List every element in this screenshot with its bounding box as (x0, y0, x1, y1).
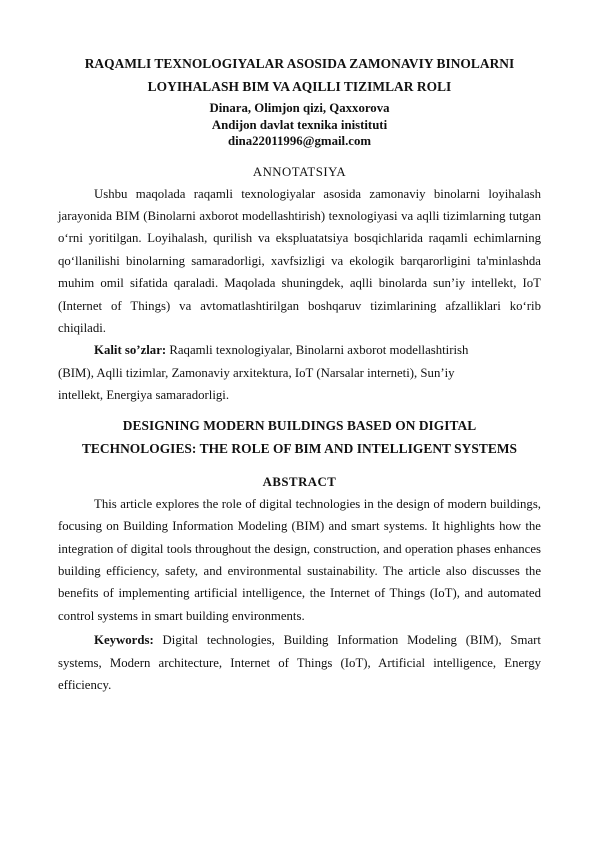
uz-keywords-line-1 (58, 339, 541, 362)
uz-keywords-text-1: Raqamli texnologiyalar, Binolarni axborot modellashtirish (166, 343, 469, 358)
author-block (58, 100, 541, 150)
uz-abstract-text: Ushbu maqolada raqamli texnologiyalar asosida zamonaviy binolarni loyihalash jarayonida BIM (Binolarni axborot modellashtirish) texnologiyasi va aqlli tizimlarning tutgan o‘rni yoritilgan. Loyihalash, qurilish va ekspluatatsiya bosqichlarida raqamli echimlarning qo‘llanilishi binolarning samaradorligi, xavfsizligi va ekologik barqarorligini ta'minlashda muhim omil sifatida qaraladi. Maqolada shuningdek, aqlli binolarda sun’iy intellekt, IoT (Internet of Things) va avtomatlashtirilgan boshqaruv tizimlarining afzalliklari ko‘rib chiqiladi. (58, 186, 541, 335)
uz-title-line-1: RAQAMLI TEXNOLOGIYALAR ASOSIDA ZAMONAVIY BINOLARNI (84, 56, 515, 71)
uz-abstract-heading: ANNOTATSIYA (252, 164, 347, 179)
en-abstract-heading: ABSTRACT (262, 474, 337, 489)
en-keywords (58, 629, 541, 696)
uz-title (58, 52, 541, 98)
uz-title-line-2: LOYIHALASH BIM VA AQILLI TIZIMLAR ROLI (147, 79, 452, 94)
en-keywords-text: Digital technologies, Building Information Modeling (BIM), Smart systems, Modern architecture, Internet of Things (IoT), Artificial intelligence, Energy efficiency. (58, 633, 541, 693)
en-title (58, 414, 541, 460)
uz-keywords (58, 339, 541, 407)
en-keywords-label: Keywords: (94, 633, 154, 648)
uz-keywords-line-2: (BIM), Aqlli tizimlar, Zamonaviy arxitektura, IoT (Narsalar interneti), Sun’iy (58, 365, 455, 380)
author-affiliation: Andijon davlat texnika inistituti (211, 117, 388, 132)
en-title-line-1: DESIGNING MODERN BUILDINGS BASED ON DIGITAL (122, 417, 477, 433)
paper-page (58, 40, 541, 697)
uz-keywords-line-3: intellekt, Energiya samaradorligi. (58, 388, 230, 403)
en-abstract-text: This article explores the role of digital technologies in the design of modern buildings, focusing on Building Information Modeling (BIM) and smart systems. It highlights how the integration of digital tools throughout the design, construction, and operation phases enhances building efficiency, safety, and environmental sustainability. The article also discusses the benefits of implementing artificial intelligence, the Internet of Things (IoT), and automated control systems in smart building environments. (58, 496, 541, 623)
uz-keywords-label: Kalit so’zlar: (94, 343, 167, 358)
author-name: Dinara, Olimjon qizi, Qaxxorova (209, 101, 390, 115)
author-email: dina22011996@gmail.com (227, 134, 372, 148)
en-title-line-2: TECHNOLOGIES: THE ROLE OF BIM AND INTELLIGENT SYSTEMS (81, 440, 518, 456)
